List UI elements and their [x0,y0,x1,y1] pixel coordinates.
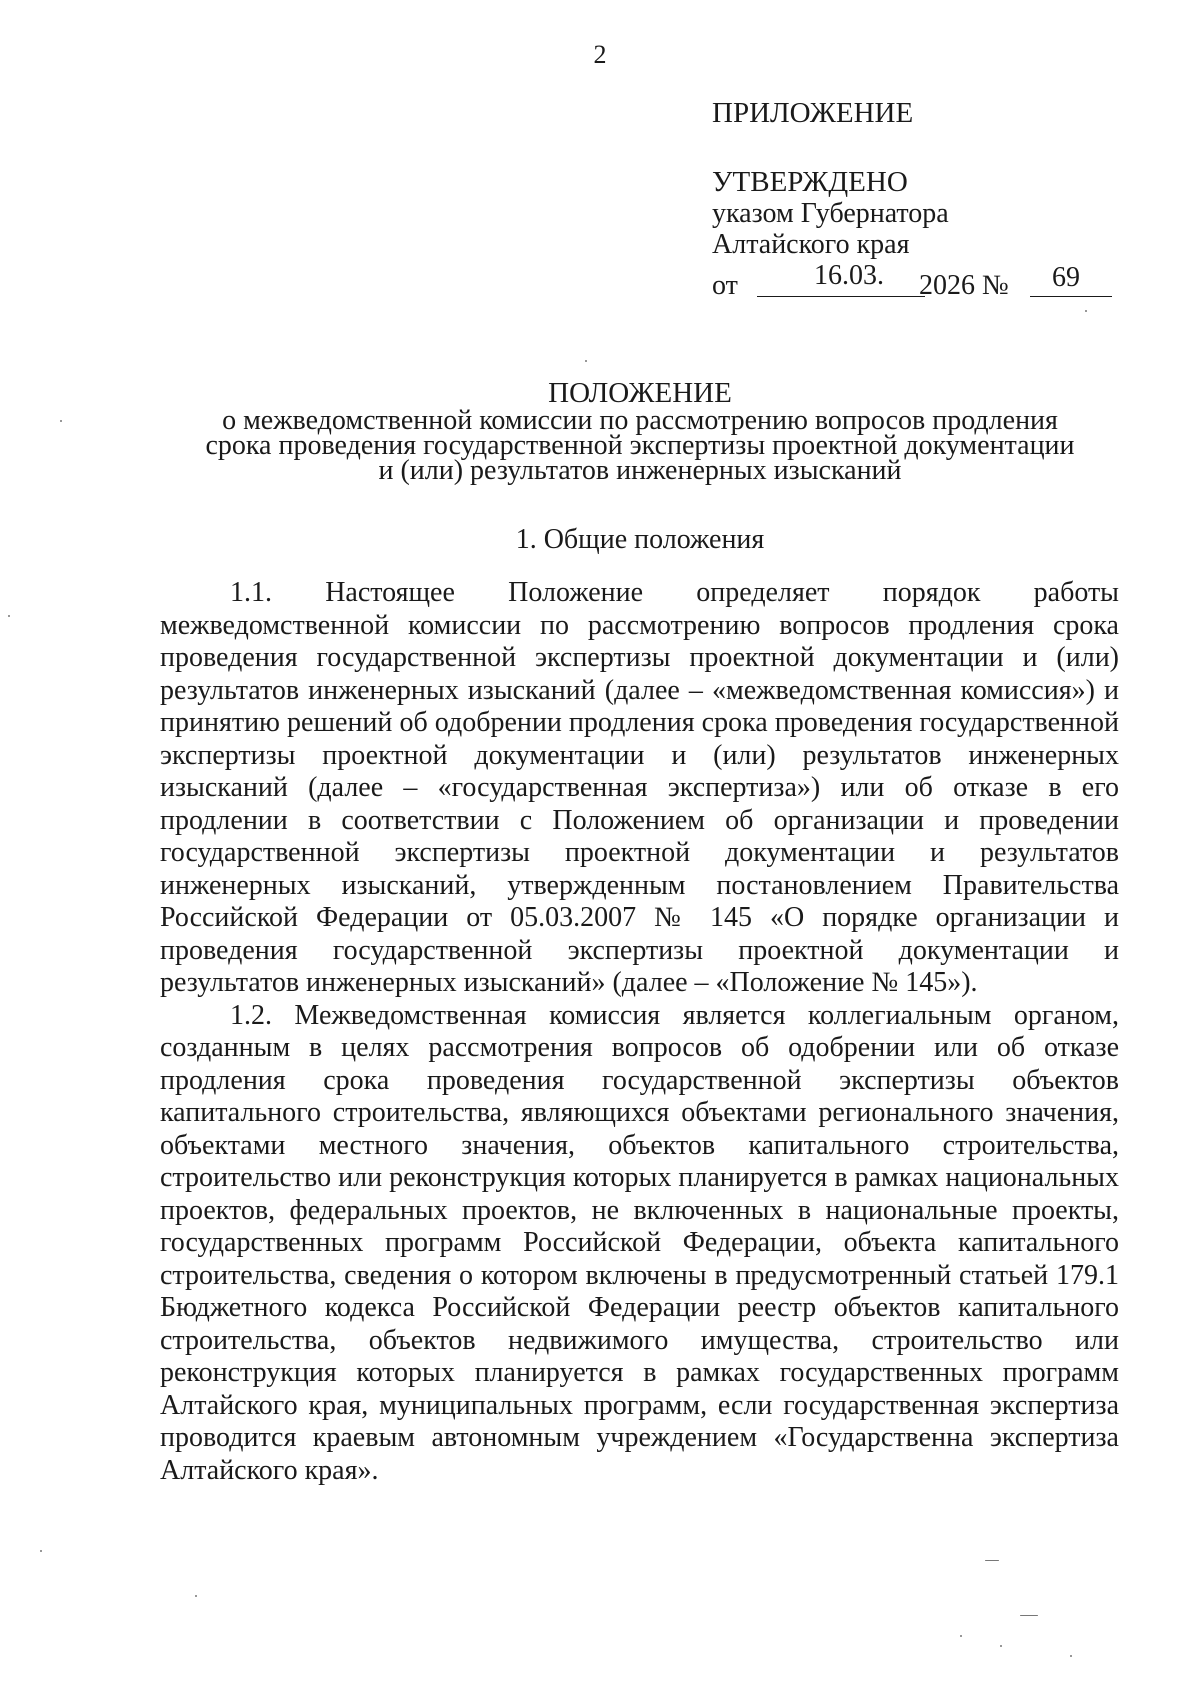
approved-by-line-1: указом Губернатора [712,198,949,229]
document-subtitle-line-2: срока проведения государственной экспертизы проектной документации [205,430,1075,461]
scan-speck [60,420,62,422]
scan-speck [8,615,10,617]
appendix-heading: ПРИЛОЖЕНИЕ [712,97,914,129]
scan-speck [1070,1655,1072,1657]
document-subtitle-line-1: о межведомственной комиссии по рассмотрению вопросов продления [222,405,1058,436]
scan-speck [195,1595,197,1597]
paragraph-1-2: 1.2. Межведомственная комиссия является коллегиальным органом, созданным в целях рассмотрения вопросов об одобрении или об отказе продления срока проведения государственной экспертизы объектов капитального строительства, являющихся объектами регионального значения, объектами местного значения, объектов капитального строительства, строительство или реконструкция которых планируется в рамках национальных проектов, федеральных проектов, не включенных в национальные проекты, государственных программ Российской Федерации, объекта капитального строительства, сведения о котором включены в предусмотренный статьей 179.1 Бюджетного кодекса Российской Федерации реестр объектов капитального строительства, объектов недвижимого имущества, строительство или реконструкция которых планируется в рамках государственных программ Алтайского края, муниципальных программ, если государственная экспертиза проводится краевым автономным учреждением «Государственна экспертиза Алтайского края». [160,999,1119,1486]
body-text [160,577,1119,1487]
approval-block [712,98,1132,300]
scan-speck [960,1635,962,1637]
approved-label: УТВЕРЖДЕНО [712,166,908,198]
scan-speck [585,360,587,362]
decree-year: 2026 № [919,270,1009,301]
scan-speck [985,1560,999,1561]
decree-date-number-row [712,260,1132,301]
decree-number: 69 [1052,262,1080,293]
decree-date: 16.03. [814,260,884,291]
section-heading: 1. Общие положения [515,524,765,555]
document-subtitle-line-3: и (или) результатов инженерных изысканий [378,455,902,486]
scan-speck [1085,310,1087,312]
page-number: 2 [593,40,607,69]
document-title: ПОЛОЖЕНИЕ [548,377,732,409]
date-prefix: от [712,270,738,301]
paragraph-1-1: 1.1. Настоящее Положение определяет порядок работы межведомственной комиссии по рассмотрению вопросов продления срока проведения государственной экспертизы проектной документации и (или) результатов инженерных изысканий (далее – «межведомственная комиссия») и принятию решений об одобрении продления срока проведения государственной экспертизы проектной документации и (или) результатов инженерных изысканий (далее – «государственная экспертиза») или об отказе в его продлении в соответствии с Положением об организации и проведении государственной экспертизы проектной документации и результатов инженерных изысканий, утвержденным постановлением Правительства Российской Федерации от 05.03.2007 № 145 «О порядке организации и проведения государственной экспертизы проектной документации и результатов инженерных изысканий» (далее – «Положение № 145»). [160,577,1119,998]
scan-speck [1020,1615,1038,1616]
document-title-block [160,377,1120,486]
scan-speck [40,1550,42,1552]
approved-by-line-2: Алтайского края [712,229,910,260]
scan-speck [1000,1645,1002,1647]
